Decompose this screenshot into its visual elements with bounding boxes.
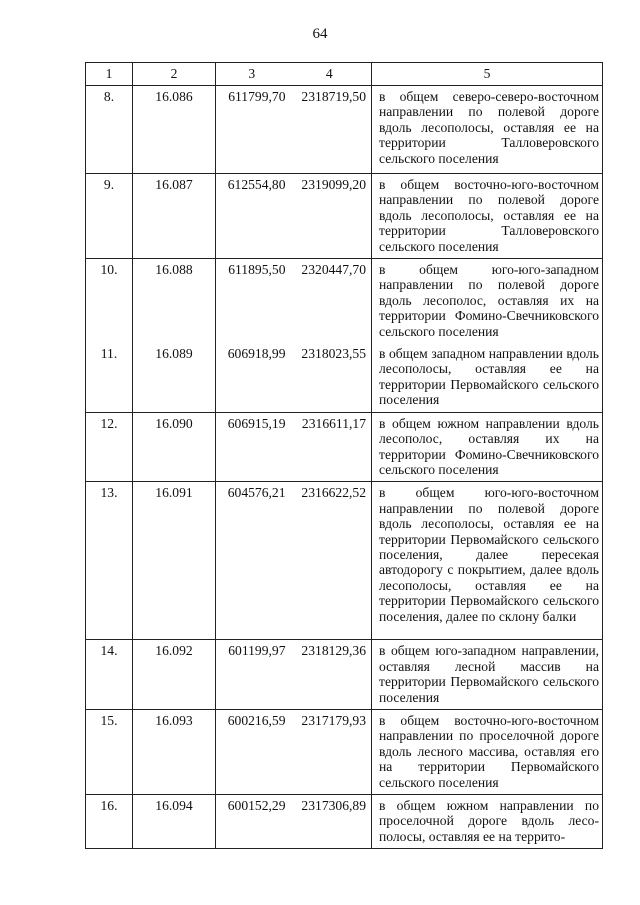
header-cell: 5 — [372, 63, 603, 86]
coordinate-y: 2317179,93 — [288, 709, 372, 794]
point-code: 16.090 — [133, 412, 216, 482]
boundary-description: в общем юго-юго-западном направлении по полевой дороге вдоль лесополос, оставляя их на территории Фомино-Свечниковского сельского поселения — [372, 259, 603, 344]
page-number: 64 — [312, 26, 328, 42]
point-code: 16.092 — [133, 640, 216, 710]
boundary-description: в общем восточно-юго-восточном направлении по полевой дороге вдоль лесополосы, оставляя ее на территории Талловеровского сельского поселения — [372, 174, 603, 259]
coordinate-x: 611895,50 — [216, 259, 288, 344]
table-row — [86, 640, 603, 710]
coordinate-x: 600152,29 — [216, 794, 288, 848]
coordinate-x: 606915,19 — [216, 412, 288, 482]
boundary-description: в общем северо-северо-восточном направлении по полевой дороге вдоль лесополосы, оставляя ее на территории Талловеровского сельского поселения — [372, 86, 603, 174]
header-cell: 2 — [133, 63, 216, 86]
row-number: 12. — [86, 412, 133, 482]
table-row — [86, 174, 603, 259]
header-cell: 3 — [216, 63, 288, 86]
row-number: 8. — [86, 86, 133, 174]
boundary-description: в общем восточно-юго-восточном направлении по проселочной дороге вдоль лесного массива, оставляя его на территории Первомайского сельского поселения — [372, 709, 603, 794]
table-row — [86, 794, 603, 848]
row-number: 11. — [86, 343, 133, 412]
coordinate-y: 2319099,20 — [288, 174, 372, 259]
row-number: 14. — [86, 640, 133, 710]
table-row — [86, 482, 603, 640]
row-number: 13. — [86, 482, 133, 640]
boundary-description: в общем юго-западном направлении, оставляя лесной массив на территории Первомайского сельского поселения — [372, 640, 603, 710]
boundary-description: в общем западном направлении вдоль лесополосы, оставляя ее на территории Первомайского сельского поселения — [372, 343, 603, 412]
table-row — [86, 412, 603, 482]
point-code: 16.089 — [133, 343, 216, 412]
coordinate-x: 600216,59 — [216, 709, 288, 794]
row-number: 10. — [86, 259, 133, 344]
header-cell: 4 — [288, 63, 372, 86]
point-code: 16.091 — [133, 482, 216, 640]
row-number: 15. — [86, 709, 133, 794]
coordinate-x: 611799,70 — [216, 86, 288, 174]
coordinate-y: 2320447,70 — [288, 259, 372, 344]
coordinate-x: 601199,97 — [216, 640, 288, 710]
point-code: 16.086 — [133, 86, 216, 174]
boundary-points-table — [85, 62, 603, 849]
coordinate-y: 2318719,50 — [288, 86, 372, 174]
row-number: 9. — [86, 174, 133, 259]
point-code: 16.088 — [133, 259, 216, 344]
coordinate-x: 604576,21 — [216, 482, 288, 640]
coordinate-y: 2318129,36 — [288, 640, 372, 710]
row-number: 16. — [86, 794, 133, 848]
table-row — [86, 86, 603, 174]
coordinate-y: 2318023,55 — [288, 343, 372, 412]
table-row — [86, 343, 603, 412]
coordinate-x: 606918,99 — [216, 343, 288, 412]
boundary-description: в общем южном направлении по проселочной дороге вдоль лесополосы, оставляя ее на террито- — [372, 794, 603, 848]
point-code: 16.094 — [133, 794, 216, 848]
table-header-row — [86, 63, 603, 86]
boundary-description: в общем южном направлении вдоль лесополос, оставляя их на территории Фомино-Свечниковского сельского поселения — [372, 412, 603, 482]
boundary-description: в общем юго-юго-восточном направлении по полевой дороге вдоль лесополосы, оставляя ее на территории Первомайского сельского поселения, далее пересекая автодорогу с покрытием, далее вдоль лесополосы, оставляя ее на территории Первомайского сельского поселения, далее по склону балки — [372, 482, 603, 640]
coordinate-y: 2316622,52 — [288, 482, 372, 640]
table-row — [86, 259, 603, 344]
header-cell: 1 — [86, 63, 133, 86]
coordinate-y: 2316611,17 — [288, 412, 372, 482]
point-code: 16.093 — [133, 709, 216, 794]
table-row — [86, 709, 603, 794]
coordinate-y: 2317306,89 — [288, 794, 372, 848]
coordinate-x: 612554,80 — [216, 174, 288, 259]
point-code: 16.087 — [133, 174, 216, 259]
